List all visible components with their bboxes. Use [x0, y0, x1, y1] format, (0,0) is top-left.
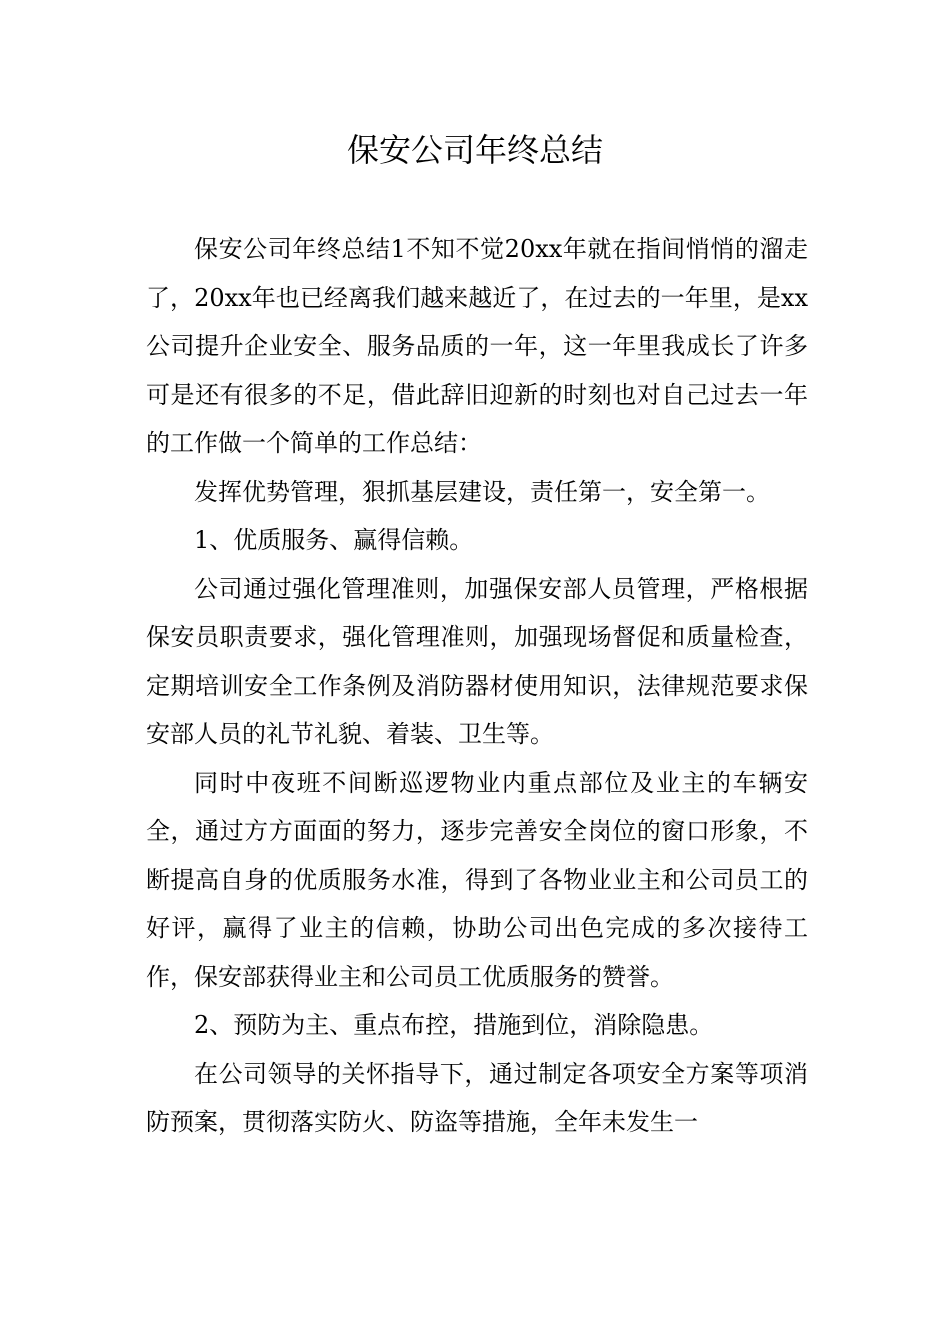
paragraph-patrol: 同时中夜班不间断巡逻物业内重点部位及业主的车辆安全，通过方方面面的努力，逐步完善安全岗位的窗口形象，不断提高自身的优质服务水准，得到了各物业业主和公司员工的好评，赢得了业主的信赖，协助公司出色完成的多次接待工作，保安部获得业主和公司员工优质服务的赞誉。 — [146, 768, 808, 991]
section-heading-2: 2、预防为主、重点布控，措施到位，消除隐患。 — [194, 1011, 714, 1039]
paragraph-principle: 发挥优势管理，狠抓基层建设，责任第一，安全第一。 — [194, 477, 770, 506]
section-heading-1: 1、优质服务、赢得信赖。 — [194, 526, 474, 554]
paragraph-prevention: 在公司领导的关怀指导下，通过制定各项安全方案等项消防预案，贯彻落实防火、防盗等措施，全年未发生一 — [146, 1059, 808, 1136]
document-title: 保安公司年终总结 — [346, 131, 603, 169]
document-body — [146, 225, 808, 1147]
paragraph-management: 公司通过强化管理准则，加强保安部人员管理，严格根据保安员职责要求，强化管理准则，加强现场督促和质量检查，定期培训安全工作条例及消防器材使用知识，法律规范要求保安部人员的礼节礼貌、着装、卫生等。 — [146, 574, 808, 748]
paragraph-intro: 保安公司年终总结1不知不觉20xx年就在指间悄悄的溜走了，20xx年也已经离我们越来越近了，在过去的一年里，是xx公司提升企业安全、服务品质的一年，这一年里我成长了许多可是还有很多的不足，借此辞旧迎新的时刻也对自己过去一年的工作做一个简单的工作总结： — [146, 235, 808, 457]
